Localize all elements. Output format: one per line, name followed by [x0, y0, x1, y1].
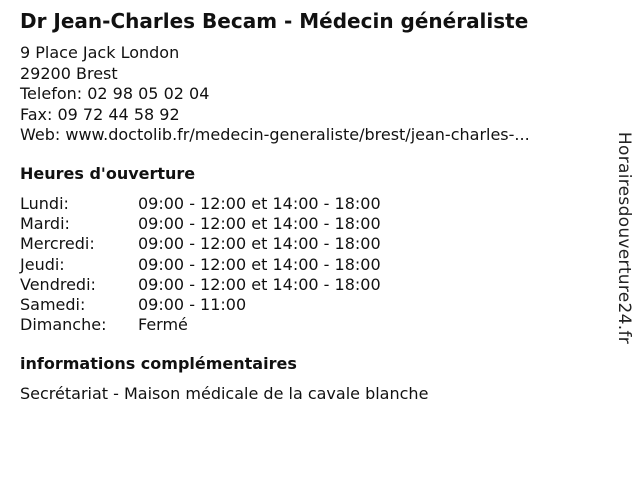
day-label: Dimanche: [20, 315, 107, 335]
time-value: 09:00 - 11:00 [138, 294, 247, 314]
day-label: Mercredi: [20, 234, 95, 254]
address-street: 9 Place Jack London [20, 43, 180, 62]
time-value: Fermé [138, 315, 188, 335]
time-value: 09:00 - 12:00 et 14:00 - 18:00 [138, 274, 381, 294]
info-text: Secrétariat - Maison médicale de la cavale blanche [20, 384, 429, 403]
day-label: Vendredi: [20, 274, 96, 294]
page-title: Dr Jean-Charles Becam - Médecin généraliste [20, 9, 529, 33]
address-city: 29200 Brest [20, 63, 118, 83]
day-label: Lundi: [20, 194, 69, 213]
time-value: 09:00 - 12:00 et 14:00 - 18:00 [138, 254, 381, 274]
time-value: 09:00 - 12:00 et 14:00 - 18:00 [138, 194, 381, 213]
time-value: 09:00 - 12:00 et 14:00 - 18:00 [138, 234, 381, 254]
time-value: 09:00 - 12:00 et 14:00 - 18:00 [138, 214, 381, 234]
contact-block [20, 43, 530, 146]
phone-number: Telefon: 02 98 05 02 04 [20, 84, 210, 103]
day-label: Jeudi: [20, 254, 65, 274]
day-label: Mardi: [20, 214, 70, 234]
website: Web: www.doctolib.fr/medecin-generaliste/brest/jean-charles-... [20, 125, 530, 144]
info-heading: informations complémentaires [20, 354, 297, 373]
fax-number: Fax: 09 72 44 58 92 [20, 104, 180, 124]
day-label: Samedi: [20, 294, 86, 314]
hours-heading: Heures d'ouverture [20, 164, 196, 183]
site-watermark: Horairesdouverture24.fr [614, 131, 634, 345]
